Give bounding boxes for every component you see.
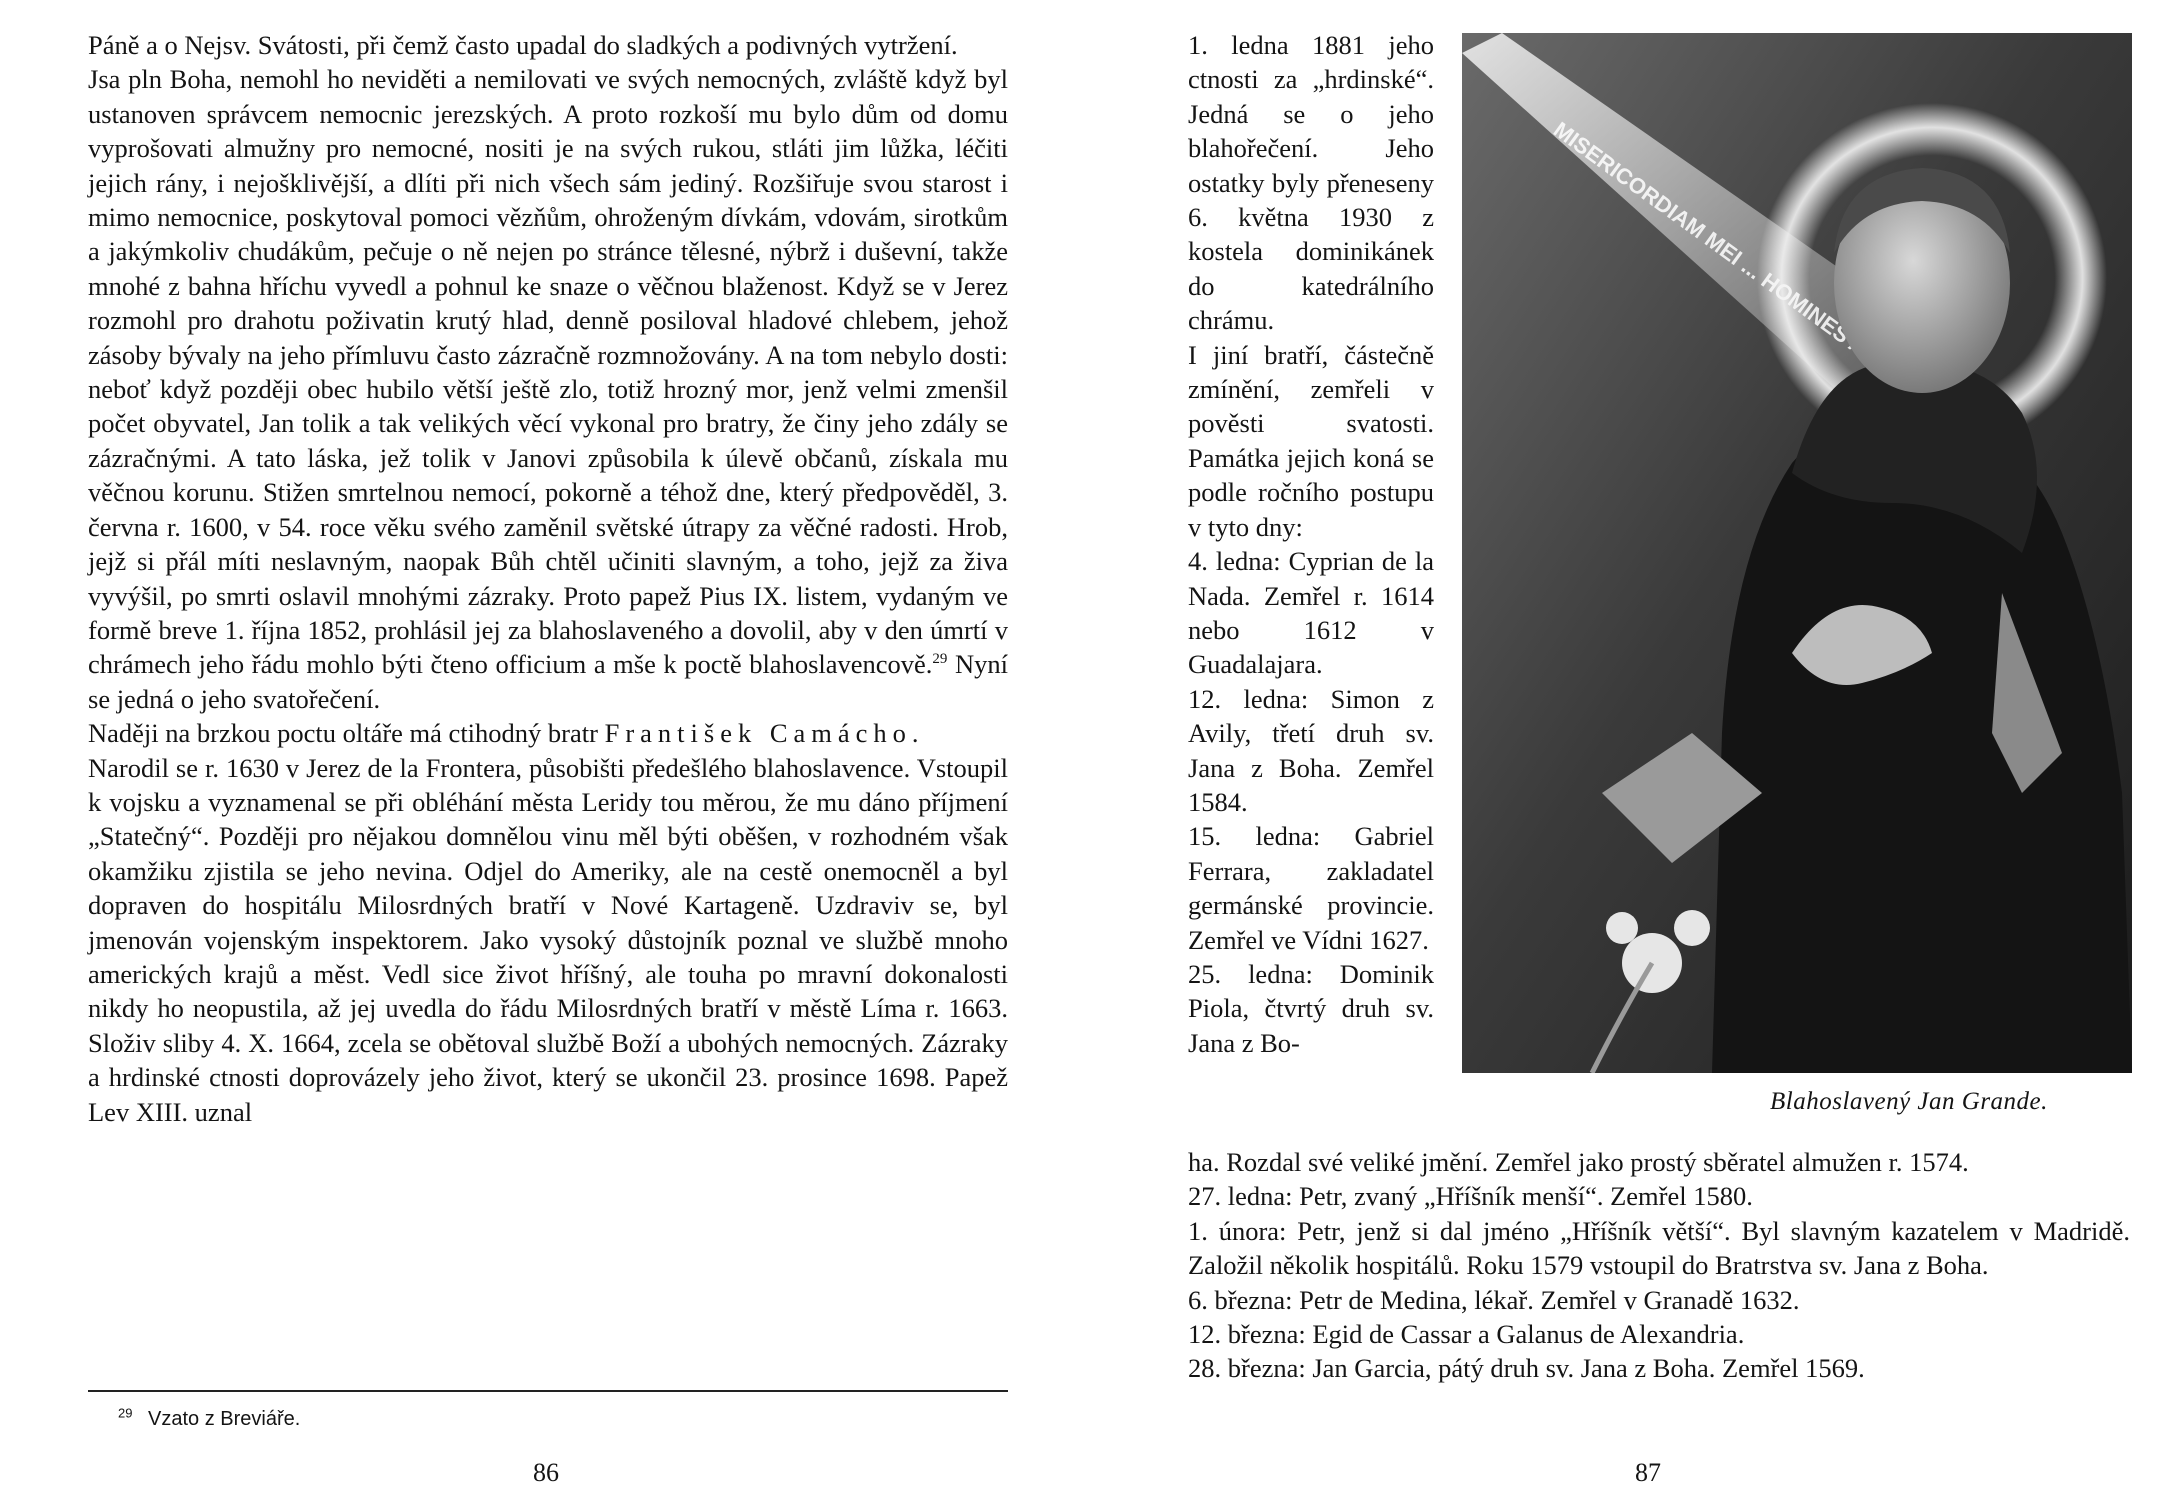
entry-text: Petr de Medina, lékař. Zemřel v Granadě 1632. <box>1299 1284 1800 1315</box>
entry-text: Dominik Piola, čtvrtý druh sv. Jana z Bo- <box>1188 958 1435 1058</box>
footnote-reference: 29 <box>932 651 948 668</box>
entry-date: 25. ledna: <box>1188 958 1313 989</box>
right-page <box>1090 0 2180 1500</box>
entry-4-ledna <box>1188 544 1434 682</box>
entry-12-ledna <box>1188 682 1434 820</box>
footnote-text: Vzato z Breviáře. <box>148 1408 301 1430</box>
narrow-text-2: I jiní bratří, částečně zmínění, zemřeli v pověsti svatosti. Památka jejich koná se podle ročního postupu v tyto dny: <box>1188 339 1434 542</box>
entry-25-ledna <box>1188 957 1434 1060</box>
portrait-image <box>1462 33 2132 1073</box>
entry-date: 6. března: <box>1188 1284 1293 1315</box>
page-number-left: 86 <box>533 1458 559 1487</box>
narrow-text-1: 1. ledna 1881 jeho ctnosti za „hrdinské“. Jedná se o jeho blahořečení. Jeho ostatky byly přeneseny 6. května 1930 z kostela dominikánek do katedrálního chrámu. <box>1188 30 1434 336</box>
page-number-right: 87 <box>1635 1458 1661 1487</box>
paragraph-2-tail: Nyní se jedná o jeho svatořečení. <box>88 649 1008 714</box>
entry-text: Petr, zvaný „Hříšník menší“. Zemřel 1580. <box>1299 1181 1753 1212</box>
entry-15-ledna <box>1188 819 1434 957</box>
entry-date: 12. ledna: <box>1188 683 1309 714</box>
entry-6-brezna <box>1188 1283 2130 1317</box>
entry-date: 27. ledna: <box>1188 1181 1293 1212</box>
paragraph-4: Narodil se r. 1630 v Jerez de la Frontera, působišti předešlého blahoslavence. Vstoupil k vojsku a vyznamenal se při obléhání města Leridy tou měrou, že mu dáno příjmení „Statečný“. Později pro nějakou domnělou vinu měl býti oběšen, v rozhodném však okamžiku zjistila se jeho nevina. Odjel do Ameriky, ale na cestě onemocněl a byl dopraven do hospitálu Milosrdných bratří v Nové Kartageně. Uzdraviv se, byl jmenován vojenským inspektorem. Jako vysoký důstojník poznal ve službě mnoho amerických krajů a měst. Vedl sice život hříšný, ale touha po mravní dokonalosti nikdy ho neopustila, až jej uvedla do řádu Milosrdných bratří v městě Líma r. 1663. Složiv sliby 4. X. 1664, zcela se obětoval službě Boží a ubohých nemocných. Zázraky a hrdinské ctnosti doprovázely jeho život, který se ukončil 23. prosince 1698. Papež Lev XIII. uznal <box>88 752 1008 1127</box>
paragraph-2-text: Jsa pln Boha, nemohl ho neviděti a nemilovati ve svých nemocných, zvláště když byl ustanoven správcem nemocnic jerezských. A proto rozkoší mu bylo dům od domu vyprošovati almužny pro nemocné, nositi je na svých rukou, stláti jim lůžka, léčiti jejich rány, i nejošklivější, a dlíti při nich všech sám jediný. Rozšiřuje svou starost i mimo nemocnice, poskytoval pomoci vězňům, ohroženým dívkám, vdovám, sirotkům a jakýmkoliv chudákům, pečuje o ně nejen po stránce tělesné, nýbrž i duševní, takže mnohé z bahna hříchu vyvedl a pohnul ke snaze o věčnou blaženost. Když se v Jerez rozmohl pro drahotu poživatin krutý hlad, denně posiloval hladové chlebem, jehož zásoby bývaly na jeho přímluvu často zázračně rozmnožovány. A na tom nebylo dosti: neboť když později obec hubilo větší ještě zlo, totiž hrozný mor, jenž velmi zmenšil počet obyvatel, Jan tolik a tak velikých věcí vykonal pro bratry, že činy jeho zdály se zázračnými. A tato láska, jež tolik v Janovi způsobila k úlevě občanů, získala mu věčnou korunu. Stižen smrtelnou nemocí, pokorně a téhož dne, který předpověděl, 3. června r. 1600, v 54. roce věku svého zaměnil světské útrapy za věčné radosti. Hrob, jejž si přál míti neslavným, naopak Bůh chtěl učiniti slavným, a toho, jejž za živa vyvýšil, po smrti oslavil mnohými zázraky. Proto papež Pius IX. listem, vydaným ve formě breve 1. října 1852, prohlásil jej za blahoslaveného a dovolil, aby v den úmrtí v chrámech jeho řádu mohlo býti čteno officium a mše k poctě blahoslavencově. <box>88 64 1008 680</box>
ray-inscription: MISERICORDIAM MEI ... <box>1549 116 1767 285</box>
narrow-column <box>1188 28 1434 1060</box>
entry-25-ledna-continuation: ha. Rozdal své veliké jmění. Zemřel jako prostý sběratel almužen r. 1574. <box>1188 1147 1969 1177</box>
entry-text: Simon z Avily, třetí druh sv. Jana z Boha. Zemřel 1584. <box>1188 683 1435 817</box>
entry-text: Jan Garcia, pátý druh sv. Jana z Boha. Zemřel 1569. <box>1312 1353 1865 1384</box>
entry-28-brezna <box>1188 1351 2130 1385</box>
footnote-divider <box>88 1390 1008 1392</box>
entry-date: 12. března: <box>1188 1319 1306 1350</box>
footnote-mark: 29 <box>118 1405 133 1421</box>
entry-date: 1. února: <box>1188 1215 1287 1246</box>
footnote <box>118 1406 300 1432</box>
entry-1-unora <box>1188 1214 2130 1283</box>
left-page-text <box>88 28 1008 1129</box>
portrait-caption: Blahoslavený Jan Grande. <box>1770 1088 2048 1115</box>
entry-date: 28. března: <box>1188 1353 1306 1384</box>
entry-date: 15. ledna: <box>1188 821 1321 852</box>
person-name-camacho: František Camácho. <box>604 718 925 749</box>
wide-column <box>1188 1145 2130 1386</box>
paragraph-3 <box>88 716 1008 750</box>
entry-12-brezna <box>1188 1317 2130 1351</box>
entry-text: Cyprian de la Nada. Zemřel r. 1614 nebo 1612 v Guadalajara. <box>1188 546 1435 680</box>
entry-text: Petr, jenž si dal jméno „Hříšník větší“. Byl slavným kazatelem v Madridě. Založil několik hospitálů. Roku 1579 vstoupil do Bratrstva sv. Jana z Boha. <box>1188 1215 2131 1281</box>
entry-text: Gabriel Ferrara, zakladatel germánské provincie. Zemřel ve Vídni 1627. <box>1188 821 1434 955</box>
entry-text: Egid de Cassar a Galanus de Alexandria. <box>1312 1319 1745 1350</box>
entry-27-ledna <box>1188 1179 2130 1213</box>
entry-date: 4. ledna: <box>1188 546 1281 577</box>
paragraph-3-text: Naději na brzkou poctu oltáře má ctihodný bratr <box>88 718 598 749</box>
paragraph-1: Páně a o Nejsv. Svátosti, při čemž často upadal do sladkých a podivných vytržení. <box>88 30 958 60</box>
paragraph-2 <box>88 62 1008 716</box>
